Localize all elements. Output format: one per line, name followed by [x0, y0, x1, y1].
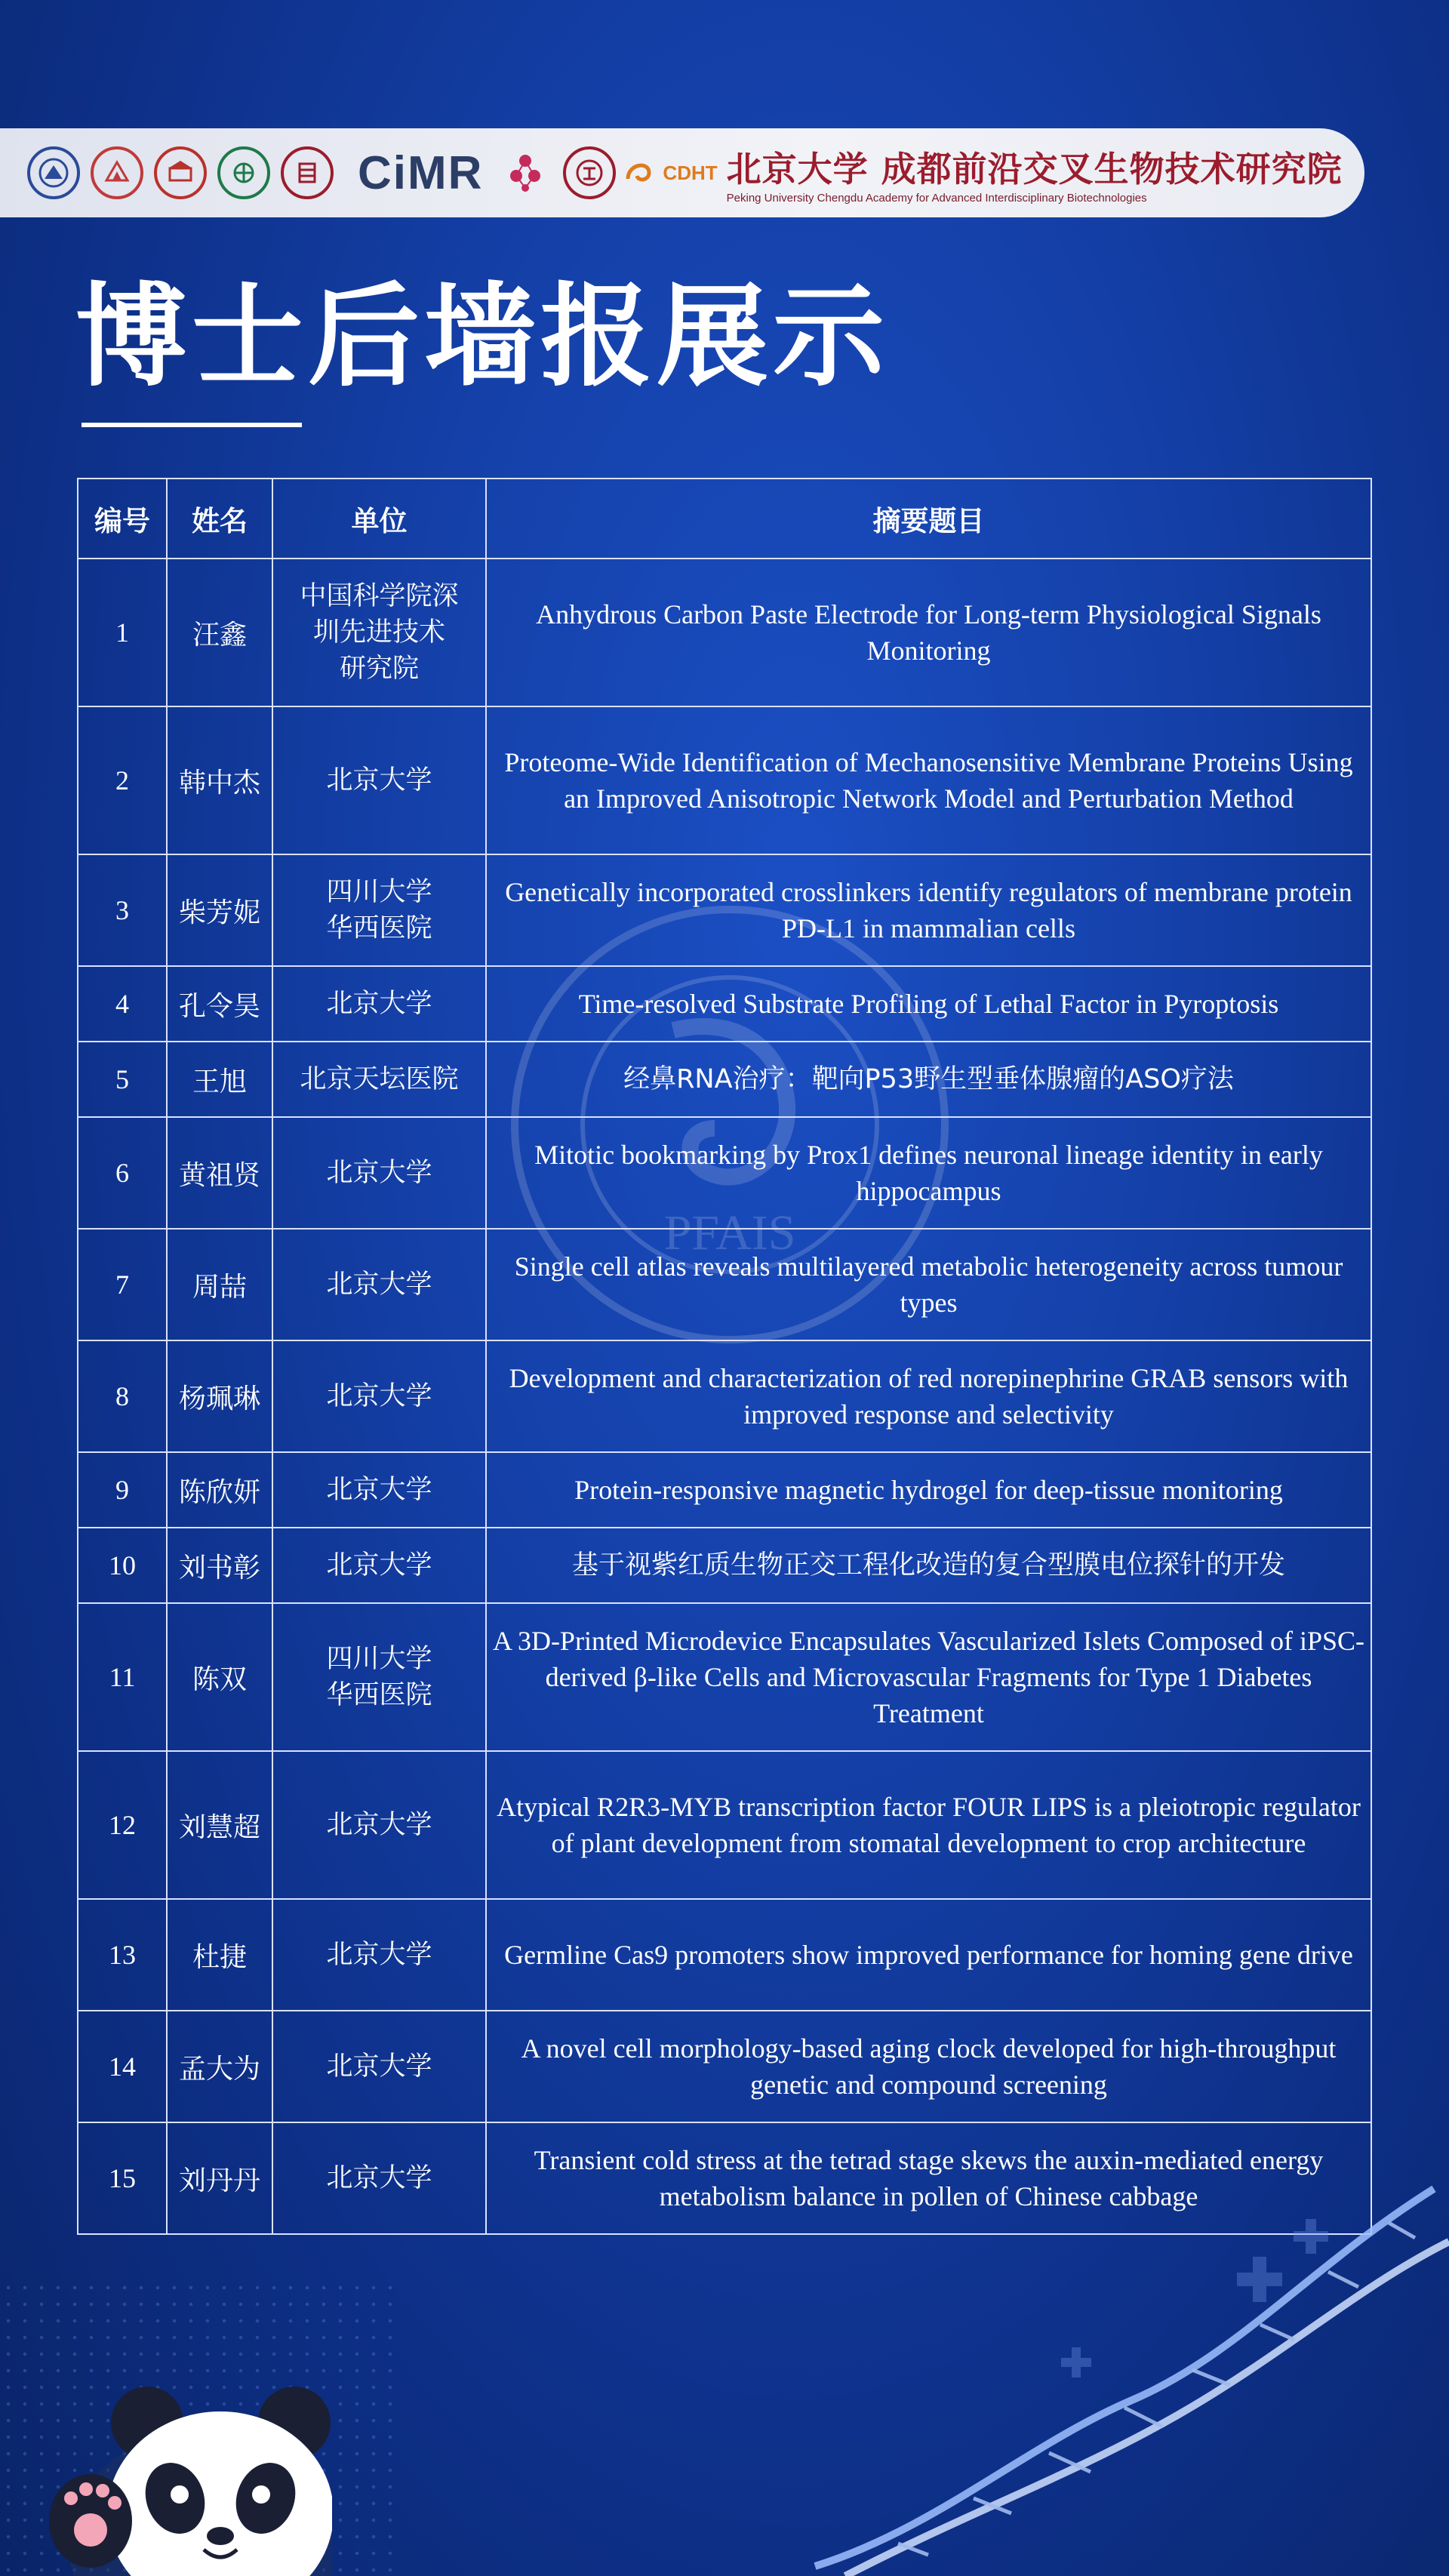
- cell-name: 黄祖贤: [167, 1117, 272, 1229]
- dna-helix-decoration: [785, 2174, 1449, 2576]
- cell-unit: 北京大学: [272, 1340, 486, 1452]
- cell-no: 3: [78, 854, 167, 966]
- cell-name: 陈欣妍: [167, 1452, 272, 1528]
- cell-no: 10: [78, 1528, 167, 1603]
- logo-banner: [0, 128, 1364, 217]
- cell-title: Protein-responsive magnetic hydrogel for deep-tissue monitoring: [486, 1452, 1371, 1528]
- cell-no: 15: [78, 2122, 167, 2234]
- pku-seal-logo: [563, 146, 616, 199]
- cell-unit: 北京大学: [272, 1899, 486, 2011]
- university-seal-logo-1: [27, 146, 80, 199]
- cell-no: 7: [78, 1229, 167, 1340]
- cell-no: 6: [78, 1117, 167, 1229]
- cell-title: Germline Cas9 promoters show improved performance for homing gene drive: [486, 1899, 1371, 2011]
- cell-unit: 北京大学: [272, 1117, 486, 1229]
- cell-name: 王旭: [167, 1042, 272, 1117]
- table-row: [78, 1042, 1371, 1117]
- cell-name: 杨珮琳: [167, 1340, 272, 1452]
- table-row: [78, 1340, 1371, 1452]
- cell-title: Transient cold stress at the tetrad stage skews the auxin-mediated energy metabolism balance in pollen of Chinese cabbage: [486, 2122, 1371, 2234]
- table-row: [78, 1899, 1371, 2011]
- cell-name: 韩中杰: [167, 706, 272, 854]
- header-name: 姓名: [167, 479, 272, 559]
- table-row: [78, 1528, 1371, 1603]
- table-row: [78, 559, 1371, 706]
- cell-title: Mitotic bookmarking by Prox1 defines neuronal lineage identity in early hippocampus: [486, 1117, 1371, 1229]
- cell-name: 刘书彰: [167, 1528, 272, 1603]
- university-seal-logo-4: [217, 146, 270, 199]
- cell-title: Anhydrous Carbon Paste Electrode for Long-term Physiological Signals Monitoring: [486, 559, 1371, 706]
- cell-no: 12: [78, 1751, 167, 1899]
- header-title: 摘要题目: [486, 479, 1371, 559]
- cell-name: 周喆: [167, 1229, 272, 1340]
- cell-unit: 北京大学: [272, 1452, 486, 1528]
- cell-no: 1: [78, 559, 167, 706]
- university-seal-logo-2: [91, 146, 143, 199]
- cell-title: Time-resolved Substrate Profiling of Lethal Factor in Pyroptosis: [486, 966, 1371, 1042]
- cell-title: 基于视紫红质生物正交工程化改造的复合型膜电位探针的开发: [486, 1528, 1371, 1603]
- table-row: [78, 966, 1371, 1042]
- cell-title: Genetically incorporated crosslinkers identify regulators of membrane protein PD-L1 in mammalian cells: [486, 854, 1371, 966]
- cdht-logo: CDHT: [663, 162, 718, 184]
- institute-name-cn: 北京大学 成都前沿交叉生物技术研究院: [726, 148, 1343, 189]
- table-row: [78, 1117, 1371, 1229]
- cell-no: 9: [78, 1452, 167, 1528]
- cell-name: 刘慧超: [167, 1751, 272, 1899]
- cell-unit: 四川大学 华西医院: [272, 1603, 486, 1751]
- cell-no: 8: [78, 1340, 167, 1452]
- cell-unit: 北京大学: [272, 706, 486, 854]
- cell-name: 刘丹丹: [167, 2122, 272, 2234]
- cell-unit: 北京大学: [272, 2122, 486, 2234]
- table-row: [78, 1751, 1371, 1899]
- table-row: [78, 1603, 1371, 1751]
- cell-title: Single cell atlas reveals multilayered metabolic heterogeneity across tumour types: [486, 1229, 1371, 1340]
- cell-unit: 北京大学: [272, 1528, 486, 1603]
- cell-title: 经鼻RNA治疗：靶向P53野生型垂体腺瘤的ASO疗法: [486, 1042, 1371, 1117]
- cell-title: Atypical R2R3-MYB transcription factor FOUR LIPS is a pleiotropic regulator of plant development from stomatal development to crop architecture: [486, 1751, 1371, 1899]
- cell-title: Proteome-Wide Identification of Mechanosensitive Membrane Proteins Using an Improved Anisotropic Network Model and Perturbation Method: [486, 706, 1371, 854]
- page-title: 博士后墙报展示: [75, 272, 889, 402]
- cimr-logo: CiMR: [358, 146, 484, 199]
- cell-unit: 北京大学: [272, 2011, 486, 2122]
- cell-unit: 中国科学院深 圳先进技术 研究院: [272, 559, 486, 706]
- cell-no: 14: [78, 2011, 167, 2122]
- cell-title: Development and characterization of red norepinephrine GRAB sensors with improved response and selectivity: [486, 1340, 1371, 1452]
- cell-unit: 北京大学: [272, 1229, 486, 1340]
- institute-name-en: Peking University Chengdu Academy for Advanced Interdisciplinary Biotechnologies: [726, 191, 1147, 205]
- cell-unit: 四川大学 华西医院: [272, 854, 486, 966]
- university-seal-logo-5: [281, 146, 334, 199]
- table-row: [78, 1229, 1371, 1340]
- table-row: [78, 1452, 1371, 1528]
- molecule-logo: [503, 150, 548, 195]
- cell-name: 孟大为: [167, 2011, 272, 2122]
- cell-title: A novel cell morphology-based aging clock developed for high-throughput genetic and compound screening: [486, 2011, 1371, 2122]
- cell-no: 2: [78, 706, 167, 854]
- university-seal-logo-3: [154, 146, 207, 199]
- table-row: [78, 2011, 1371, 2122]
- cell-no: 4: [78, 966, 167, 1042]
- table-header-row: [78, 479, 1371, 559]
- cell-name: 孔令昊: [167, 966, 272, 1042]
- table-row: [78, 854, 1371, 966]
- cell-unit: 北京大学: [272, 1751, 486, 1899]
- cell-unit: 北京天坛医院: [272, 1042, 486, 1117]
- cell-name: 陈双: [167, 1603, 272, 1751]
- cell-name: 柴芳妮: [167, 854, 272, 966]
- watermark-text: PFAIS: [663, 1205, 796, 1260]
- header-no: 编号: [78, 479, 167, 559]
- title-underline: [82, 423, 302, 427]
- cell-name: 杜捷: [167, 1899, 272, 2011]
- cell-no: 13: [78, 1899, 167, 2011]
- cell-no: 5: [78, 1042, 167, 1117]
- header-unit: 单位: [272, 479, 486, 559]
- cell-no: 11: [78, 1603, 167, 1751]
- cell-title: A 3D-Printed Microdevice Encapsulates Vascularized Islets Composed of iPSC-derived β-like Cells and Microvascular Fragments for Type 1 Diabetes Treatment: [486, 1603, 1371, 1751]
- cell-unit: 北京大学: [272, 966, 486, 1042]
- cdht-swirl-icon: [622, 156, 655, 189]
- panda-mascot: [45, 2370, 332, 2576]
- cell-name: 汪鑫: [167, 559, 272, 706]
- poster-table: [77, 478, 1372, 2235]
- institute-name: [727, 142, 1343, 205]
- table-row: [78, 706, 1371, 854]
